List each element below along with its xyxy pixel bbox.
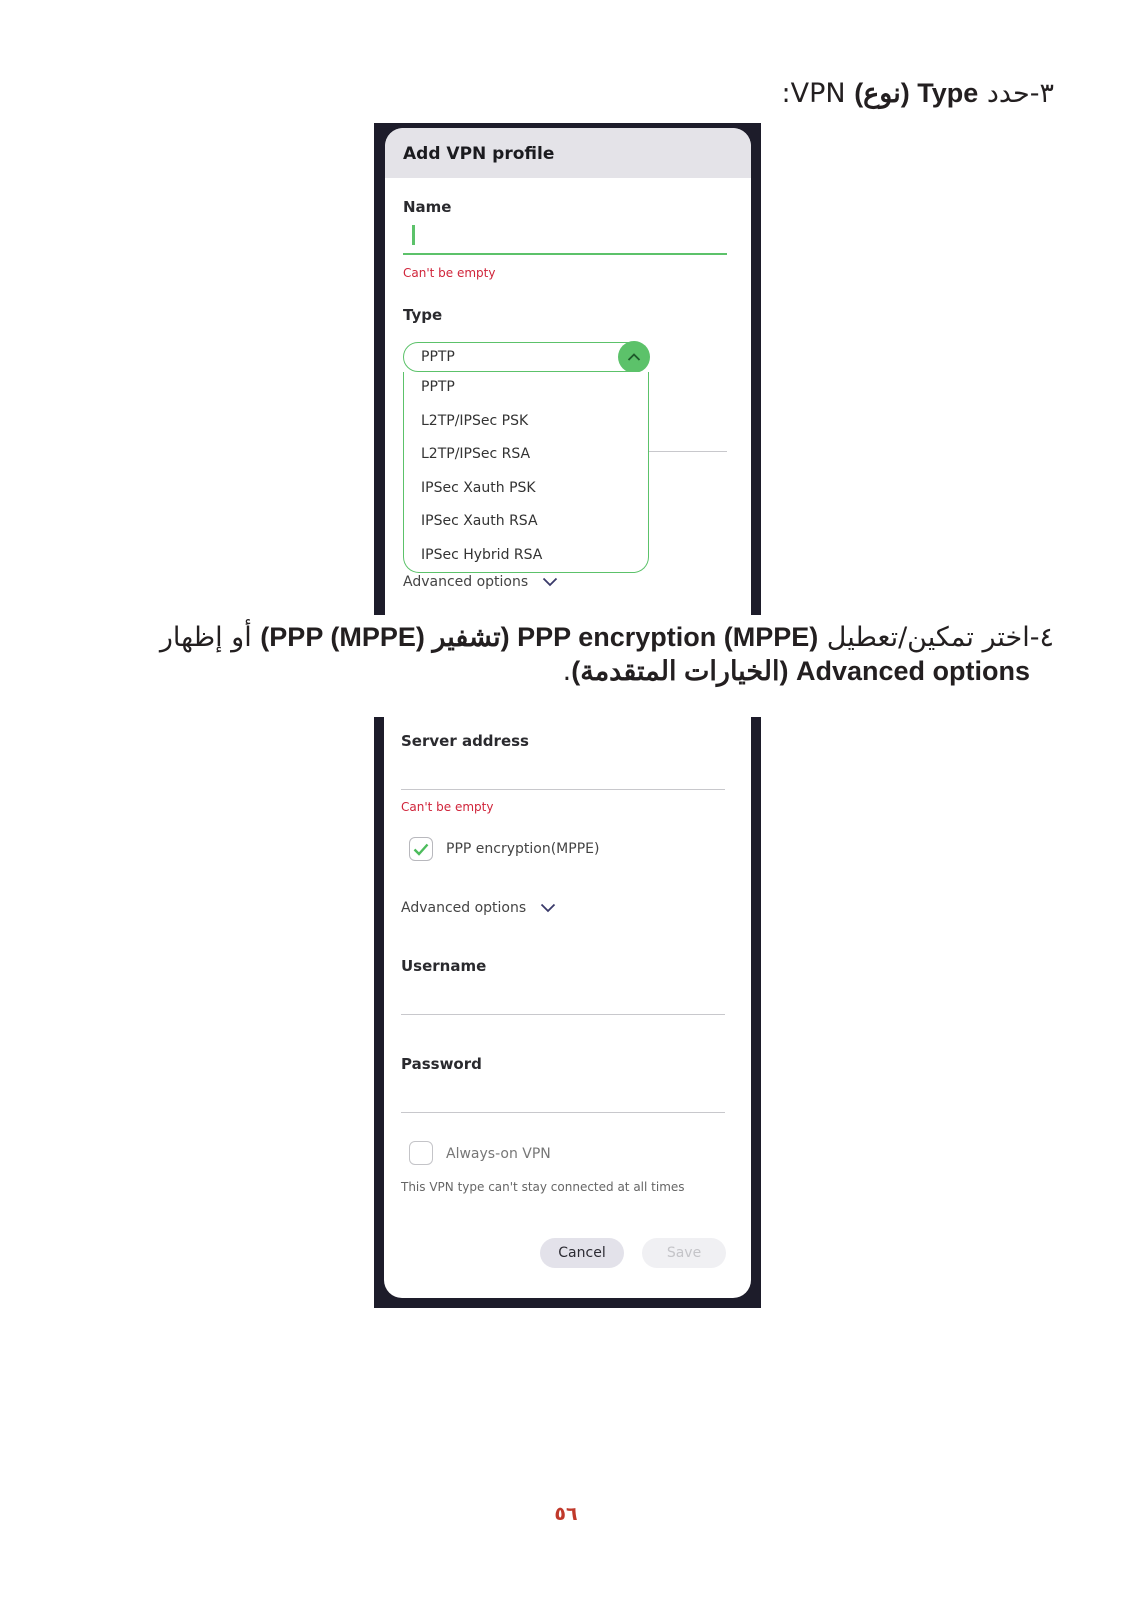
type-selected-value: PPTP: [421, 349, 455, 365]
chevron-up-icon[interactable]: [618, 341, 650, 373]
always-on-vpn-label: Always-on VPN: [446, 1146, 551, 1162]
screenshot-type-dropdown: [374, 123, 761, 615]
type-select[interactable]: [403, 342, 649, 372]
username-label: Username: [401, 957, 487, 975]
save-button[interactable]: Save: [642, 1238, 726, 1268]
username-input[interactable]: [401, 1014, 725, 1015]
type-option[interactable]: IPSec Xauth PSK: [421, 480, 536, 496]
type-label: Type: [403, 306, 443, 324]
step-4-instruction-cont: Advanced options (الخيارات المتقدمة).: [562, 656, 1030, 687]
name-error: Can't be empty: [403, 266, 496, 280]
advanced-options-label: Advanced options: [401, 900, 527, 916]
step-4-instruction: ٤-اختر تمكين/تعطيل PPP encryption (MPPE) (تشفير PPP (MPPE)) أو إظهار: [159, 622, 1054, 653]
vpn-profile-form: [384, 717, 751, 1298]
ppp-encryption-checkbox[interactable]: [409, 837, 433, 861]
screenshot-encryption-options: [374, 717, 761, 1308]
server-address-label: Server address: [401, 732, 529, 750]
ppp-encryption-label: PPP encryption(MPPE): [446, 841, 600, 857]
name-input[interactable]: [403, 253, 727, 255]
page-number: ٥٦: [554, 1503, 578, 1525]
type-option[interactable]: IPSec Hybrid RSA: [421, 547, 543, 563]
server-address-input[interactable]: [401, 789, 725, 790]
always-on-vpn-checkbox[interactable]: [409, 1141, 433, 1165]
password-input[interactable]: [401, 1112, 725, 1113]
chevron-down-icon: [542, 577, 558, 587]
advanced-options-toggle[interactable]: [401, 900, 556, 916]
cancel-button[interactable]: Cancel: [540, 1238, 624, 1268]
name-label: Name: [403, 198, 452, 216]
hidden-field-underline: [647, 451, 727, 452]
type-option[interactable]: L2TP/IPSec RSA: [421, 446, 531, 462]
type-dropdown-list: [403, 372, 649, 573]
text-cursor: [412, 225, 415, 245]
checkmark-icon: [413, 843, 429, 856]
type-option[interactable]: PPTP: [421, 379, 455, 395]
step-3-instruction: ٣-حدد Type (نوع) VPN:: [781, 78, 1054, 109]
advanced-options-label: Advanced options: [403, 574, 529, 590]
password-label: Password: [401, 1055, 482, 1073]
add-vpn-dialog: [385, 128, 751, 615]
dialog-title: Add VPN profile: [385, 128, 751, 178]
server-address-error: Can't be empty: [401, 800, 494, 814]
type-option[interactable]: IPSec Xauth RSA: [421, 513, 538, 529]
chevron-down-icon: [540, 903, 556, 913]
always-on-vpn-hint: This VPN type can't stay connected at all times: [401, 1180, 685, 1194]
advanced-options-toggle[interactable]: [403, 574, 558, 590]
type-option[interactable]: L2TP/IPSec PSK: [421, 413, 529, 429]
